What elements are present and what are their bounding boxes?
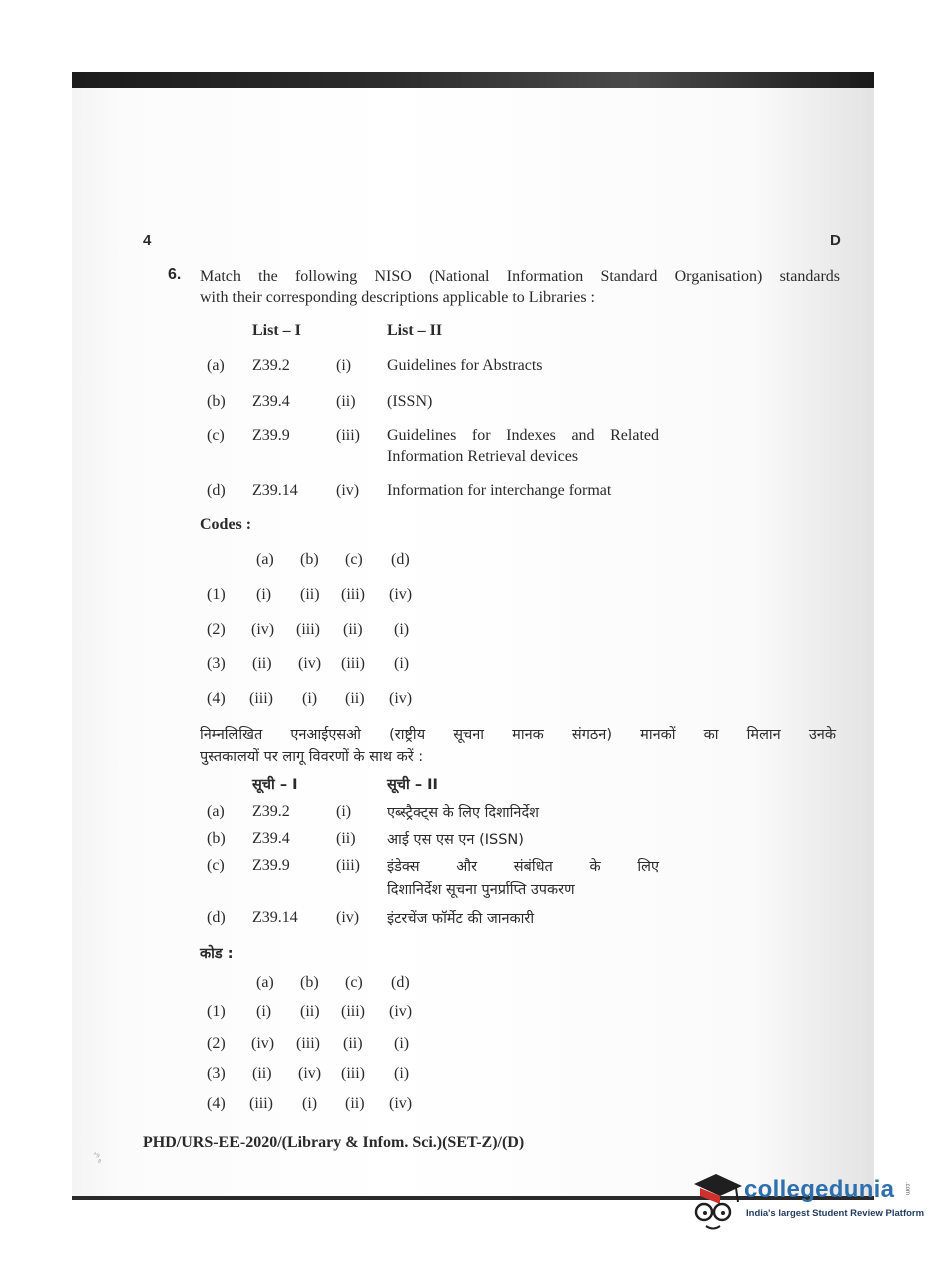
codes-col-d: (d) xyxy=(391,551,410,568)
option-value: (ii) xyxy=(345,690,365,707)
row-desc: Guidelines for Abstracts xyxy=(387,357,543,374)
row-desc: Information for interchange format xyxy=(387,482,612,499)
page-number: 4 xyxy=(143,232,152,249)
row-code: Z39.9 xyxy=(252,427,290,444)
option-value: (iv) xyxy=(251,621,275,638)
option-value: (iv) xyxy=(389,690,413,707)
option-value: (iii) xyxy=(249,690,273,707)
question-number: 6. xyxy=(168,266,182,283)
row-desc: Guidelines for Indexes and Related xyxy=(387,427,659,444)
row-letter: (a) xyxy=(207,803,225,820)
option-value: (iii) xyxy=(341,1003,365,1020)
codes-col-c: (c) xyxy=(345,974,363,991)
option-value: (ii) xyxy=(300,586,320,603)
question-text-line1: Match the following NISO (National Information Standard Organisation) standards xyxy=(200,268,840,285)
row-desc: (ISSN) xyxy=(387,393,433,410)
row-roman: (i) xyxy=(336,357,352,374)
hindi-question-line1: निम्नलिखित एनआईएसओ (राष्ट्रीय सूचना मानक संगठन) मानकों का मिलान उनके xyxy=(200,727,836,743)
row-desc-cont: दिशानिर्देश सूचना पुनर्प्राप्ति उपकरण xyxy=(387,882,575,898)
option-number: (1) xyxy=(207,1003,226,1020)
option-value: (ii) xyxy=(252,655,272,672)
row-letter: (d) xyxy=(207,482,226,499)
row-desc: इंडेक्स और संबंधित के लिए xyxy=(387,859,659,875)
codes-label: Codes : xyxy=(200,516,252,533)
list1-header: List – I xyxy=(252,322,301,339)
scanned-page xyxy=(72,88,874,1198)
row-code: Z39.4 xyxy=(252,830,290,847)
hindi-list2-header: सूची – II xyxy=(387,777,438,793)
row-code: Z39.14 xyxy=(252,909,298,926)
option-value: (iii) xyxy=(341,586,365,603)
codes-col-a: (a) xyxy=(256,551,274,568)
logo-tagline: India's largest Student Review Platform xyxy=(746,1208,925,1219)
option-value: (i) xyxy=(394,1065,410,1082)
row-roman: (i) xyxy=(336,803,352,820)
row-letter: (b) xyxy=(207,830,226,847)
option-value: (iv) xyxy=(389,1003,413,1020)
option-value: (iii) xyxy=(341,1065,365,1082)
option-number: (3) xyxy=(207,655,226,672)
row-code: Z39.14 xyxy=(252,482,298,499)
option-value: (iv) xyxy=(298,1065,322,1082)
option-value: (iii) xyxy=(296,621,320,638)
option-value: (iv) xyxy=(298,655,322,672)
option-value: (ii) xyxy=(343,1035,363,1052)
option-value: (ii) xyxy=(343,621,363,638)
hindi-codes-label: कोड : xyxy=(200,946,234,962)
row-roman: (iii) xyxy=(336,427,360,444)
option-value: (i) xyxy=(394,621,410,638)
option-number: (4) xyxy=(207,690,226,707)
row-letter: (c) xyxy=(207,857,225,874)
hindi-list1-header: सूची – I xyxy=(252,777,298,793)
option-number: (2) xyxy=(207,621,226,638)
list2-header: List – II xyxy=(387,322,443,339)
row-roman: (iv) xyxy=(336,482,360,499)
row-letter: (c) xyxy=(207,427,225,444)
codes-col-c: (c) xyxy=(345,551,363,568)
row-desc: आई एस एस एन (ISSN) xyxy=(387,832,524,848)
option-value: (iv) xyxy=(389,1095,413,1112)
option-number: (3) xyxy=(207,1065,226,1082)
row-roman: (iii) xyxy=(336,857,360,874)
option-value: (i) xyxy=(302,690,318,707)
footer-code: PHD/URS-EE-2020/(Library & Infom. Sci.)(SET-Z)/(D) xyxy=(143,1134,525,1151)
question-text-line2: with their corresponding descriptions applicable to Libraries : xyxy=(200,289,595,306)
row-desc: एब्स्ट्रैक्ट्स के लिए दिशानिर्देश xyxy=(387,805,540,821)
option-value: (i) xyxy=(394,1035,410,1052)
margin-scribble: ʼ⁹₈ xyxy=(90,1150,104,1165)
option-value: (ii) xyxy=(252,1065,272,1082)
option-number: (2) xyxy=(207,1035,226,1052)
row-letter: (d) xyxy=(207,909,226,926)
row-roman: (iv) xyxy=(336,909,360,926)
row-code: Z39.9 xyxy=(252,857,290,874)
row-desc: इंटरचेंज फॉर्मेट की जानकारी xyxy=(387,911,535,927)
row-roman: (ii) xyxy=(336,830,356,847)
row-letter: (a) xyxy=(207,357,225,374)
row-code: Z39.2 xyxy=(252,803,290,820)
option-number: (4) xyxy=(207,1095,226,1112)
option-value: (iii) xyxy=(249,1095,273,1112)
option-value: (iii) xyxy=(296,1035,320,1052)
option-value: (iii) xyxy=(341,655,365,672)
row-letter: (b) xyxy=(207,393,226,410)
codes-col-a: (a) xyxy=(256,974,274,991)
option-number: (1) xyxy=(207,586,226,603)
option-value: (iv) xyxy=(389,586,413,603)
option-value: (i) xyxy=(256,1003,272,1020)
hindi-question-line2: पुस्तकालयों पर लागू विवरणों के साथ करें : xyxy=(200,749,424,765)
row-code: Z39.2 xyxy=(252,357,290,374)
row-desc-cont: Information Retrieval devices xyxy=(387,448,579,465)
option-value: (ii) xyxy=(345,1095,365,1112)
codes-col-b: (b) xyxy=(300,551,319,568)
row-roman: (ii) xyxy=(336,393,356,410)
logo-domain: .com xyxy=(904,1182,910,1196)
option-value: (i) xyxy=(302,1095,318,1112)
collegedunia-logo[interactable] xyxy=(686,1168,925,1238)
codes-col-b: (b) xyxy=(300,974,319,991)
set-letter: D xyxy=(830,232,841,249)
option-value: (iv) xyxy=(251,1035,275,1052)
mascot-icon xyxy=(686,1168,746,1234)
option-value: (i) xyxy=(256,586,272,603)
option-value: (i) xyxy=(394,655,410,672)
codes-col-d: (d) xyxy=(391,974,410,991)
row-code: Z39.4 xyxy=(252,393,290,410)
option-value: (ii) xyxy=(300,1003,320,1020)
logo-wordmark: collegedunia xyxy=(744,1176,895,1203)
